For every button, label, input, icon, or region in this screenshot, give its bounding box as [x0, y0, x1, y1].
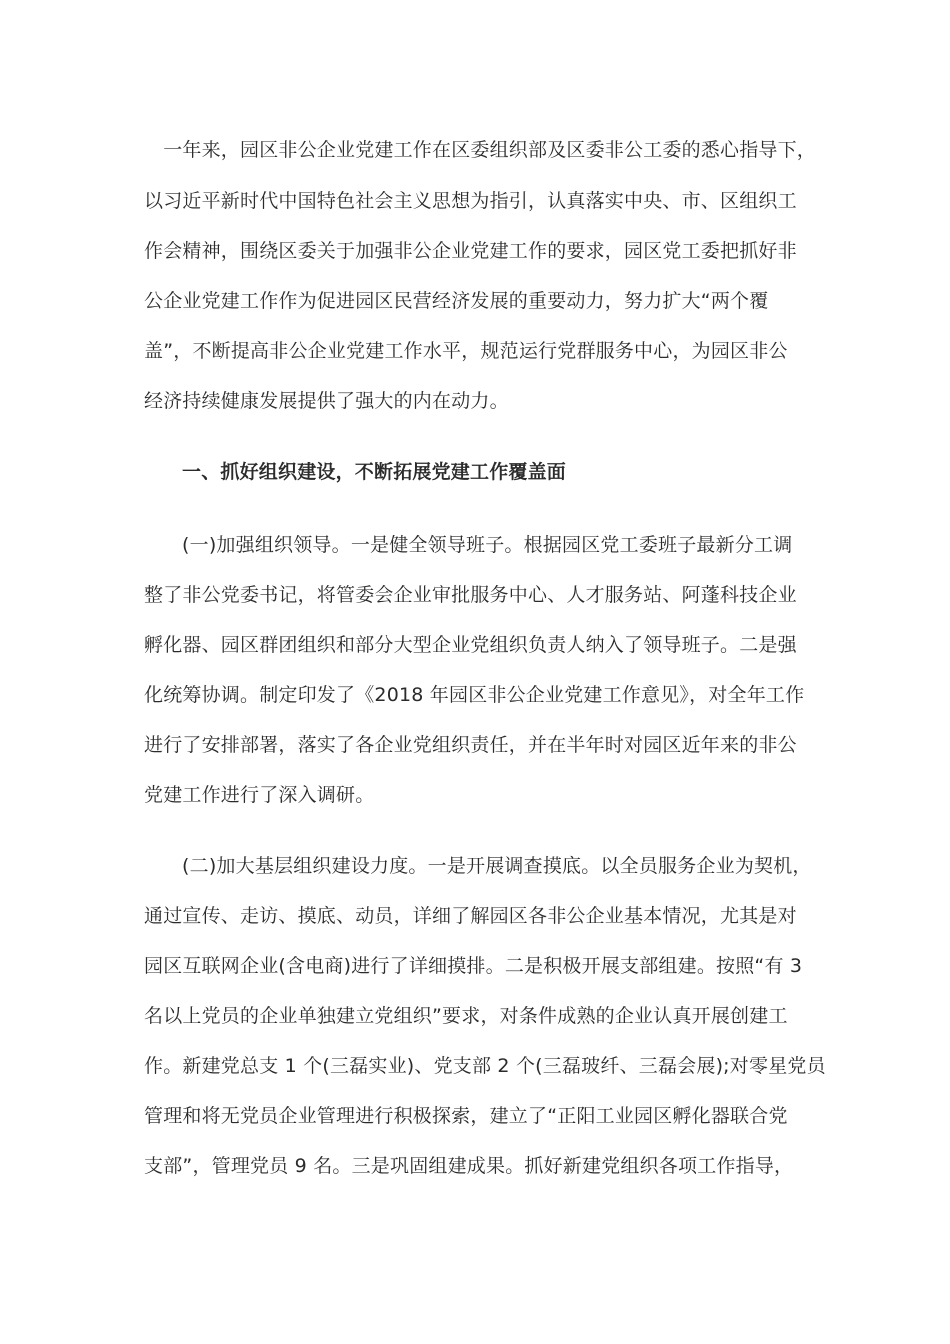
paragraph-2-line-1: (一)加强组织领导。一是健全领导班子。根据园区党工委班子最新分工调 [182, 534, 793, 556]
paragraph-3-line-3: 园区互联网企业(含电商)进行了详细摸排。二是积极开展支部组建。按照“有 3 [144, 955, 803, 977]
paragraph-3-line-1: (二)加大基层组织建设力度。一是开展调查摸底。以全员服务企业为契机， [182, 855, 812, 877]
paragraph-2-line-4: 化统筹协调。制定印发了《2018 年园区非公企业党建工作意见》，对全年工作 [144, 684, 805, 706]
paragraph-3-line-6: 管理和将无党员企业管理进行积极探索，建立了“正阳工业园区孵化器联合党 [144, 1105, 788, 1127]
paragraph-3-line-5: 作。新建党总支 1 个(三磊实业)、党支部 2 个(三磊玻纤、三磊会展);对零星党员 [144, 1055, 826, 1077]
paragraph-1-line-5: 盖”，不断提高非公企业党建工作水平，规范运行党群服务中心，为园区非公 [144, 340, 788, 362]
paragraph-3-line-2: 通过宣传、走访、摸底、动员，详细了解园区各非公企业基本情况，尤其是对 [144, 905, 797, 927]
section-heading-1: 一、抓好组织建设，不断拓展党建工作覆盖面 [182, 461, 567, 483]
paragraph-1-line-6: 经济持续健康发展提供了强大的内在动力。 [144, 390, 509, 412]
paragraph-2-line-5: 进行了安排部署，落实了各企业党组织责任，并在半年时对园区近年来的非公 [144, 734, 797, 756]
paragraph-1-line-3: 作会精神，围绕区委关于加强非公企业党建工作的要求，园区党工委把抓好非 [144, 240, 797, 262]
paragraph-1-line-4: 公企业党建工作作为促进园区民营经济发展的重要动力，努力扩大“两个覆 [144, 290, 769, 312]
paragraph-3-line-4: 名以上党员的企业单独建立党组织”要求，对条件成熟的企业认真开展创建工 [144, 1005, 788, 1027]
paragraph-2-line-6: 党建工作进行了深入调研。 [144, 784, 375, 806]
paragraph-3-line-7: 支部”，管理党员 9 名。三是巩固组建成果。抓好新建党组织各项工作指导， [144, 1155, 794, 1177]
paragraph-2-line-2: 整了非公党委书记，将管委会企业审批服务中心、人才服务站、阿蓬科技企业 [144, 584, 797, 606]
paragraph-1-line-2: 以习近平新时代中国特色社会主义思想为指引，认真落实中央、市、区组织工 [144, 190, 797, 212]
paragraph-1-line-1: 一年来，园区非公企业党建工作在区委组织部及区委非公工委的悉心指导下， [144, 139, 817, 161]
paragraph-2-line-3: 孵化器、园区群团组织和部分大型企业党组织负责人纳入了领导班子。二是强 [144, 634, 797, 656]
